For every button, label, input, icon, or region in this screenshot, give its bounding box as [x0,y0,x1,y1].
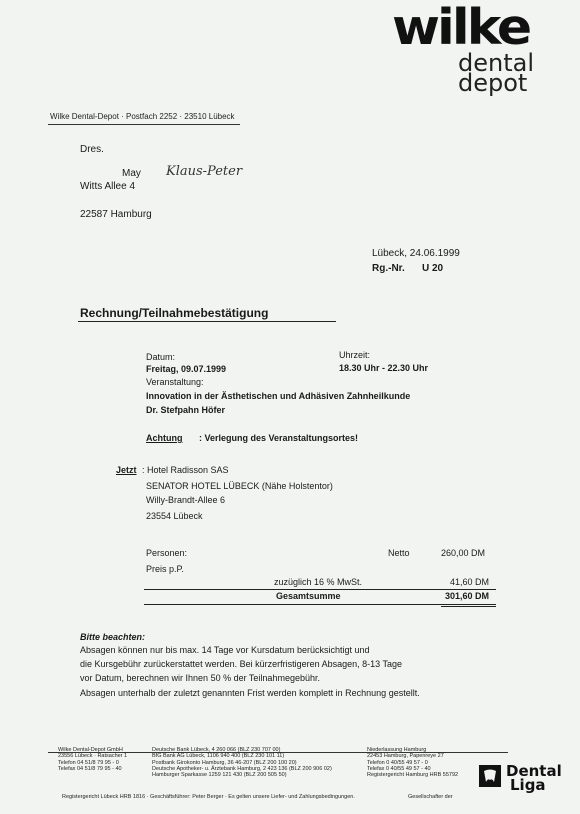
event-label: Veranstaltung: [146,377,204,387]
date-value: Freitag, 09.07.1999 [146,364,227,374]
notice-label: Achtung [146,433,183,443]
sender-line: Wilke Dental-Depot · Postfach 2252 · 23510 Lübeck [50,112,235,121]
total-label: Gesamtsumme [276,591,341,601]
footer-text: Hamburger Sparkasse 1259 121 430 (BLZ 200 505 50) [152,772,287,779]
dental-liga-logo-text [506,764,562,792]
brand-logo-line1: dental [458,49,534,77]
footer-text: Telefax 04 51/8 79 95 - 40 [58,765,122,772]
dental-liga-line2: Liga [510,776,546,794]
footer-text: 23556 Lübeck · Ratsacher 1 [58,753,128,760]
venue-line3: Willy-Brandt-Allee 6 [146,495,226,505]
persons-label: Personen: [146,548,188,558]
total-value: 301,60 DM [445,591,490,601]
recipient-city: 22587 Hamburg [80,209,152,220]
footer-text: Telefax 0 40/55 49 57 - 40 [367,765,431,772]
venue-label: Jetzt [116,465,137,475]
total-rule [144,604,496,605]
invoice-ref-label: Rg.-Nr. [372,263,405,274]
note-line-1: Absagen können nur bis max. 14 Tage vor Kursdatum berücksichtigt und [80,645,370,655]
footer-text: BfG Bank AG Lübeck, 1106 940 400 (BLZ 230 101 11) [152,753,285,760]
vat-label: zuzüglich 16 % MwSt. [274,577,363,587]
net-value: 260,00 DM [441,548,486,558]
footer-register-line: Registergericht Lübeck HRB 1816 · Geschäftsführer: Peter Berger · Es gelten unsere Liefer- und Zahlungsbedingungen. [62,794,355,800]
time-label: Uhrzeit: [339,350,371,360]
note-line-4: Absagen unterhalb der zuletzt genannten Frist werden komplett in Rechnung gestellt. [80,688,420,698]
note-line-2: die Kursgebühr zurückerstattet werden. Bei kürzerfristigeren Absagen, 8-13 Tage [80,659,403,669]
dental-liga-line1: Dental [506,762,562,780]
place-date: Lübeck, 24.06.1999 [372,248,460,259]
footer-company-column [58,747,127,772]
recipient-salutation: Dres. [80,144,104,155]
footer-text: Telefon 0 40/55 49 57 - 0 [367,759,428,766]
footer-text: Wilke Dental-Depot GmbH [58,747,123,753]
note-line-3: vor Datum, berechnen wir Ihnen 50 % der Teilnahmegebühr. [80,673,320,683]
note-heading: Bitte beachten: [80,632,146,642]
date-label: Datum: [146,352,176,362]
footer-text: Deutsche Bank Lübeck, 4 260 066 (BLZ 230 707 00) [152,747,281,753]
vat-value: 41,60 DM [450,577,490,587]
footer-text: Telefon 04 51/8 79 95 - 0 [58,759,119,766]
footer-text: Postbank Girokonto Hamburg, 36 46-207 (BLZ 200 100 20) [152,759,297,766]
recipient-handwritten-name: Klaus-Peter [166,164,243,179]
footer-text: Registergericht Hamburg HRB 55792 [367,772,459,779]
net-label: Netto [388,548,410,558]
footer-text: Niederlassung Hamburg [367,747,427,753]
footer-text: 22453 Hamburg, Papenreye 27 [367,753,444,760]
sender-divider [48,124,240,125]
venue-line2: SENATOR HOTEL LÜBECK (Nähe Holstentor) [146,481,333,491]
notice-text: : Verlegung des Veranstaltungsortes! [199,433,359,443]
venue-line4: 23554 Lübeck [146,511,203,521]
invoice-ref-value: U 20 [422,263,444,274]
brand-logo-wordmark: wilke [392,0,530,57]
total-double-rule [441,606,496,607]
footer-member-text: Gesellschafter der [408,794,453,800]
recipient-street: Witts Allee 4 [80,181,136,192]
venue-line1: : Hotel Radisson SAS [142,465,229,475]
recipient-name: May [122,168,141,179]
dental-liga-logo-icon [478,764,502,788]
subtotal-rule [144,589,496,590]
footer-text: Deutsche Apotheker- u. Ärztebank Hamburg, 2 423 136 (BLZ 200 906 02) [152,765,332,772]
title-underline [78,321,336,322]
event-speaker: Dr. Stefpahn Höfer [146,405,226,415]
document-title: Rechnung/Teilnahmebestätigung [80,306,269,320]
price-label: Preis p.P. [146,564,184,574]
time-value: 18.30 Uhr - 22.30 Uhr [339,363,429,373]
footer-branch-column [367,747,458,778]
footer-bank-column [152,747,332,778]
brand-logo-line2: depot [458,69,528,97]
event-title: Innovation in der Ästhetischen und Adhäsiven Zahnheilkunde [146,391,411,401]
